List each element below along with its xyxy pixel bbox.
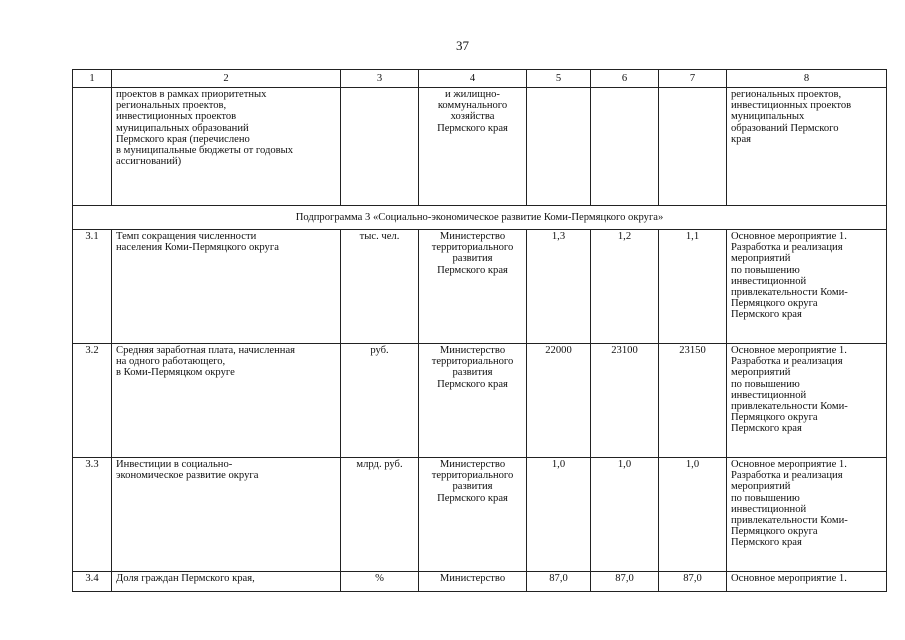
responsible-cell: Министерство территориального развития Пермского края — [419, 230, 527, 344]
unit-cell — [341, 88, 419, 206]
value-cell — [527, 88, 591, 206]
table-row — [73, 230, 887, 344]
activity-cell: Основное мероприятие 1. — [727, 572, 887, 592]
value-cell: 1,3 — [527, 230, 591, 344]
responsible-cell: Министерство территориального развития Пермского края — [419, 344, 527, 458]
value-cell — [659, 88, 727, 206]
row-number-cell: 3.1 — [73, 230, 112, 344]
table-row — [73, 458, 887, 572]
value-cell — [591, 88, 659, 206]
header-cell: 1 — [73, 70, 112, 88]
header-cell: 7 — [659, 70, 727, 88]
value-cell: 1,0 — [659, 458, 727, 572]
responsible-cell: Министерство территориального развития Пермского края — [419, 458, 527, 572]
row-number-cell: 3.3 — [73, 458, 112, 572]
indicator-cell: проектов в рамках приоритетных региональных проектов, инвестиционных проектов муниципальных образований Пермского края (перечислено в муниципальные бюджеты от годовых ассигнований) — [112, 88, 341, 206]
row-number-cell: 3.2 — [73, 344, 112, 458]
header-cell: 8 — [727, 70, 887, 88]
unit-cell: тыс. чел. — [341, 230, 419, 344]
table-row — [73, 344, 887, 458]
value-cell: 23150 — [659, 344, 727, 458]
table-header-row — [73, 70, 887, 88]
indicator-cell: Инвестиции в социально- экономическое развитие округа — [112, 458, 341, 572]
row-number-cell — [73, 88, 112, 206]
value-cell: 1,2 — [591, 230, 659, 344]
value-cell: 87,0 — [591, 572, 659, 592]
responsible-cell: и жилищно- коммунального хозяйства Пермского края — [419, 88, 527, 206]
activity-cell: Основное мероприятие 1. Разработка и реализация мероприятий по повышению инвестиционной привлекательности Коми- Пермяцкого округа Пермского края — [727, 344, 887, 458]
header-cell: 5 — [527, 70, 591, 88]
activity-cell: региональных проектов, инвестиционных проектов муниципальных образований Пермского края — [727, 88, 887, 206]
header-cell: 4 — [419, 70, 527, 88]
value-cell: 1,1 — [659, 230, 727, 344]
unit-cell: млрд. руб. — [341, 458, 419, 572]
value-cell: 87,0 — [659, 572, 727, 592]
header-cell: 6 — [591, 70, 659, 88]
indicator-cell: Доля граждан Пермского края, — [112, 572, 341, 592]
activity-cell: Основное мероприятие 1. Разработка и реализация мероприятий по повышению инвестиционной привлекательности Коми- Пермяцкого округа Пермского края — [727, 458, 887, 572]
continuation-row — [73, 88, 887, 206]
header-cell: 2 — [112, 70, 341, 88]
indicators-table — [72, 69, 887, 592]
value-cell: 23100 — [591, 344, 659, 458]
value-cell: 87,0 — [527, 572, 591, 592]
unit-cell: руб. — [341, 344, 419, 458]
value-cell: 1,0 — [591, 458, 659, 572]
row-number-cell: 3.4 — [73, 572, 112, 592]
subprogram-title: Подпрограмма 3 «Социально-экономическое развитие Коми-Пермяцкого округа» — [73, 206, 887, 230]
subprogram-row — [73, 206, 887, 230]
table-row — [73, 572, 887, 592]
activity-cell: Основное мероприятие 1. Разработка и реализация мероприятий по повышению инвестиционной привлекательности Коми- Пермяцкого округа Пермского края — [727, 230, 887, 344]
indicator-cell: Темп сокращения численности населения Коми-Пермяцкого округа — [112, 230, 341, 344]
responsible-cell: Министерство — [419, 572, 527, 592]
unit-cell: % — [341, 572, 419, 592]
page-number: 37 — [456, 38, 469, 53]
header-cell: 3 — [341, 70, 419, 88]
value-cell: 1,0 — [527, 458, 591, 572]
value-cell: 22000 — [527, 344, 591, 458]
indicator-cell: Средняя заработная плата, начисленная на одного работающего, в Коми-Пермяцком округе — [112, 344, 341, 458]
